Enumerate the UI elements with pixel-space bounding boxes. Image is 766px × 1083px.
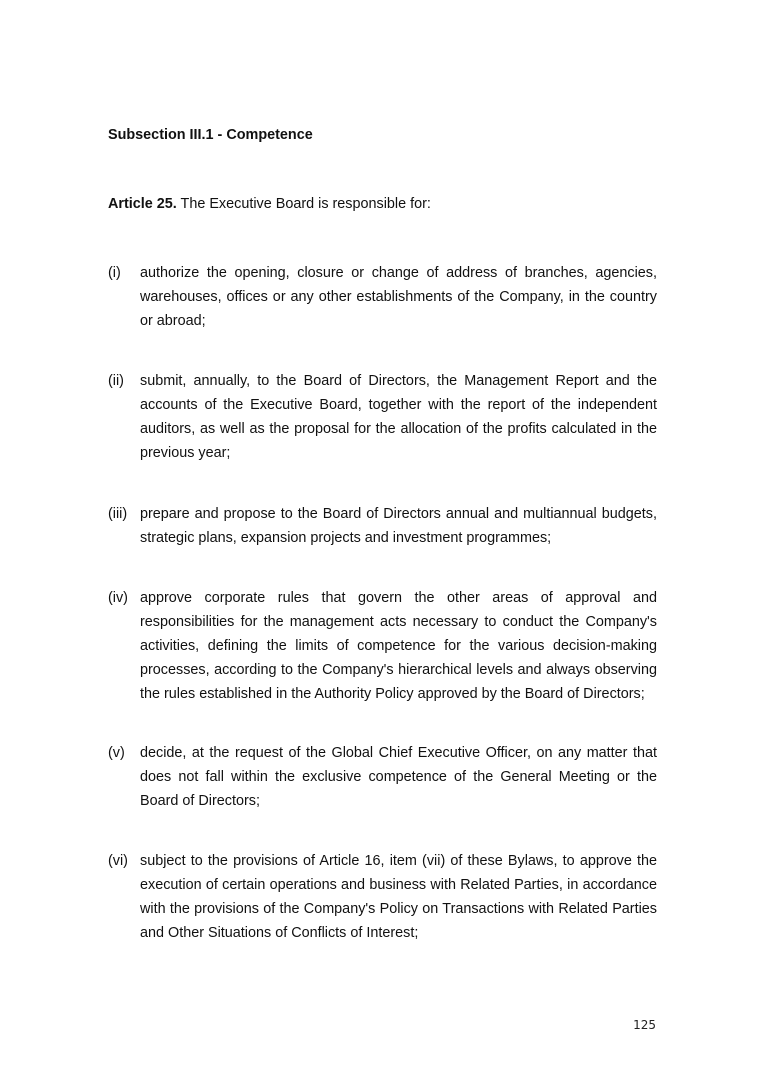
list-item-text: approve corporate rules that govern the other areas of approval and responsibilities for the management acts necessary to conduct the Company's activities, defining the limits of competence for the various decision-making processes, according to the Company's hierarchical levels and always observing the rules established in the Authority Policy approved by the Board of Directors; (140, 590, 657, 702)
list-item-number: (v) (108, 745, 125, 761)
article-heading (108, 192, 431, 216)
subsection-title: Subsection III.1 - Competence (108, 127, 313, 143)
list-item (108, 586, 657, 706)
article-label: Article 25. (108, 196, 177, 212)
list-item (108, 369, 657, 465)
page-number: 125 (633, 1018, 656, 1032)
list-item (108, 849, 657, 945)
list-item-text: authorize the opening, closure or change of address of branches, agencies, warehouses, offices or any other establishments of the Company, in the country or abroad; (140, 265, 657, 329)
list-item-text: prepare and propose to the Board of Directors annual and multiannual budgets, strategic plans, expansion projects and investment programmes; (140, 506, 657, 546)
list-item (108, 502, 657, 550)
list-item-number: (i) (108, 265, 121, 281)
list-item (108, 741, 657, 813)
list-item-text: decide, at the request of the Global Chief Executive Officer, on any matter that does not fall within the exclusive competence of the General Meeting or the Board of Directors; (140, 745, 657, 809)
list-item-number: (vi) (108, 853, 128, 869)
article-intro: The Executive Board is responsible for: (176, 196, 431, 212)
list-item-text: subject to the provisions of Article 16, item (vii) of these Bylaws, to approve the execution of certain operations and business with Related Parties, in accordance with the provisions of the Company's Policy on Transactions with Related Parties and Other Situations of Conflicts of Interest; (140, 853, 657, 941)
list-item-number: (ii) (108, 373, 124, 389)
list-item (108, 261, 657, 333)
list-item-text: submit, annually, to the Board of Directors, the Management Report and the accounts of the Executive Board, together with the report of the independent auditors, as well as the proposal for the allocation of the profits calculated in the previous year; (140, 373, 657, 461)
list-item-number: (iv) (108, 590, 128, 606)
list-item-number: (iii) (108, 506, 128, 522)
